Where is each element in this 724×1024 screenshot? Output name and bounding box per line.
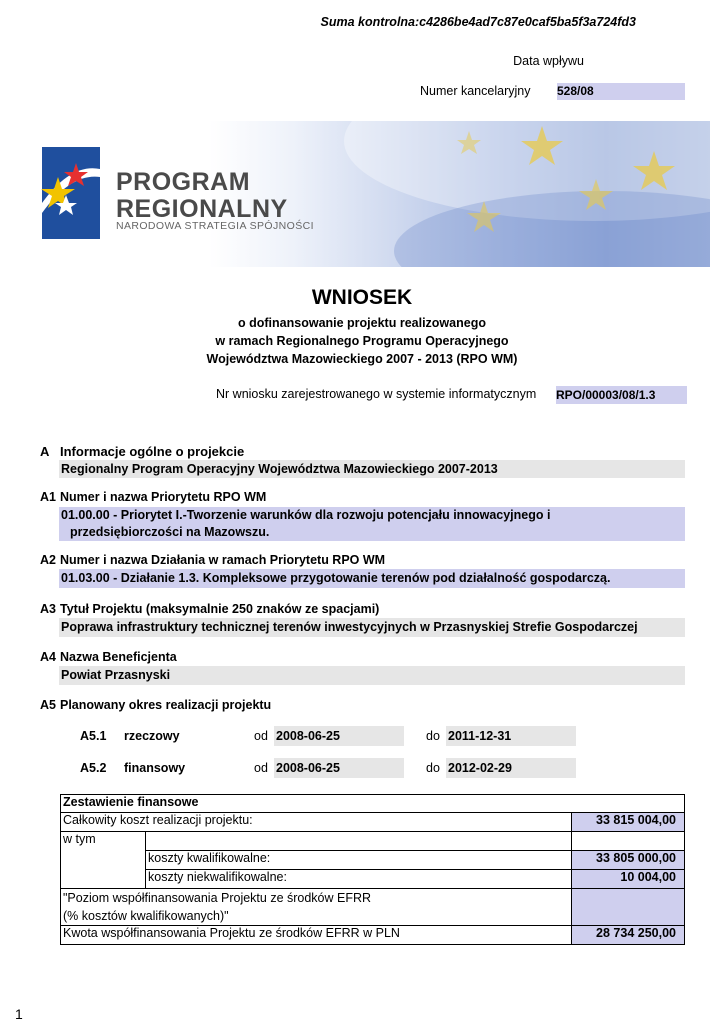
end-date-field[interactable]: 2011-12-31	[446, 726, 576, 746]
section-a3-title: Tytuł Projektu (maksymalnie 250 znaków ze spacjami)	[60, 602, 380, 616]
nss-logo-icon	[36, 143, 106, 243]
nr-wniosku-field[interactable]: RPO/00003/08/1.3	[556, 386, 687, 404]
period-name: finansowy	[124, 761, 186, 775]
project-title-field[interactable]: Poprawa infrastruktury technicznej terenów inwestycyjnych w Przasnyskiej Strefie Gospodarczej	[59, 618, 685, 637]
efrr-amount-value[interactable]: 28 734 250,00	[572, 926, 685, 945]
section-a-letter: A	[40, 444, 50, 459]
page-number: 1	[15, 1006, 23, 1022]
do-label: do	[426, 729, 440, 743]
subtitle-line-2: w ramach Regionalnego Programu Operacyjnego	[215, 334, 509, 348]
total-cost-value[interactable]: 33 815 004,00	[572, 813, 685, 832]
nr-wniosku-label: Nr wniosku zarejestrowanego w systemie informatycznym	[216, 387, 537, 401]
document-title: WNIOSEK	[311, 286, 413, 309]
data-wplywu-label: Data wpływu	[513, 54, 584, 68]
program-subtitle: NARODOWA STRATEGIA SPÓJNOŚCI	[116, 220, 314, 232]
program-banner	[14, 121, 710, 267]
od-label: od	[254, 729, 268, 743]
w-tym-label: w tym	[61, 832, 146, 851]
eligible-cost-label: koszty kwalifikowalne:	[146, 851, 572, 870]
efrr-amount-label: Kwota współfinansowania Projektu ze środków EFRR w PLN	[61, 926, 572, 945]
priority-line-1: 01.00.00 - Priorytet I.-Tworzenie warunków dla rozwoju potencjału innowacyjnego i	[61, 508, 551, 522]
section-a-title: Informacje ogólne o projekcie	[60, 444, 245, 459]
section-a3-code: A3	[40, 602, 56, 616]
checksum: Suma kontrolna:c4286be4ad7c87e0caf5ba5f3a724fd3	[320, 15, 636, 29]
ineligible-cost-label: koszty niekwalifikowalne:	[146, 870, 572, 889]
period-name: rzeczowy	[124, 729, 180, 743]
section-a2-code: A2	[40, 553, 56, 567]
eligible-cost-value[interactable]: 33 805 000,00	[572, 851, 685, 870]
total-cost-label: Całkowity koszt realizacji projektu:	[61, 813, 572, 832]
section-a1-code: A1	[40, 490, 56, 504]
beneficiary-field[interactable]: Powiat Przasnyski	[59, 666, 685, 685]
section-a4-title: Nazwa Beneficjenta	[60, 650, 177, 664]
period-code: A5.1	[80, 729, 107, 743]
section-a2-title: Numer i nazwa Działania w ramach Priorytetu RPO WM	[60, 553, 386, 567]
od-label: od	[254, 761, 268, 775]
efrr-percent-value[interactable]	[572, 889, 685, 926]
do-label: do	[426, 761, 440, 775]
financial-summary-table	[60, 794, 685, 945]
action-field[interactable]: 01.03.00 - Działanie 1.3. Kompleksowe przygotowanie terenów pod działalność gospodarczą.	[59, 569, 685, 588]
finance-header: Zestawienie finansowe	[61, 795, 685, 813]
nr-kancelaryjny-field[interactable]: 528/08	[557, 83, 685, 100]
section-a4-code: A4	[40, 650, 56, 664]
indent-cell	[61, 851, 146, 870]
program-title: PROGRAM REGIONALNY	[116, 168, 288, 223]
w-tym-value-spacer	[572, 832, 685, 851]
program-name-field[interactable]: Regionalny Program Operacyjny Województwa Mazowieckiego 2007-2013	[59, 460, 685, 478]
section-a5-code: A5	[40, 698, 56, 712]
indent-cell	[61, 870, 146, 889]
w-tym-spacer	[146, 832, 572, 851]
end-date-field[interactable]: 2012-02-29	[446, 758, 576, 778]
start-date-field[interactable]: 2008-06-25	[274, 758, 404, 778]
subtitle-line-3: Województwa Mazowieckiego 2007 - 2013 (RPO WM)	[206, 352, 518, 366]
section-a5-title: Planowany okres realizacji projektu	[60, 698, 272, 712]
priority-line-2: przedsiębiorczości na Mazowszu.	[70, 525, 270, 539]
priority-field[interactable]	[59, 507, 685, 541]
efrr-percent-label: "Poziom współfinansowania Projektu ze środków EFRR (% kosztów kwalifikowanych)"	[61, 889, 572, 926]
period-code: A5.2	[80, 761, 107, 775]
nr-kancelaryjny-label: Numer kancelaryjny	[420, 84, 531, 98]
subtitle-line-1: o dofinansowanie projektu realizowanego	[238, 316, 486, 330]
start-date-field[interactable]: 2008-06-25	[274, 726, 404, 746]
ineligible-cost-value[interactable]: 10 004,00	[572, 870, 685, 889]
section-a1-title: Numer i nazwa Priorytetu RPO WM	[60, 490, 267, 504]
